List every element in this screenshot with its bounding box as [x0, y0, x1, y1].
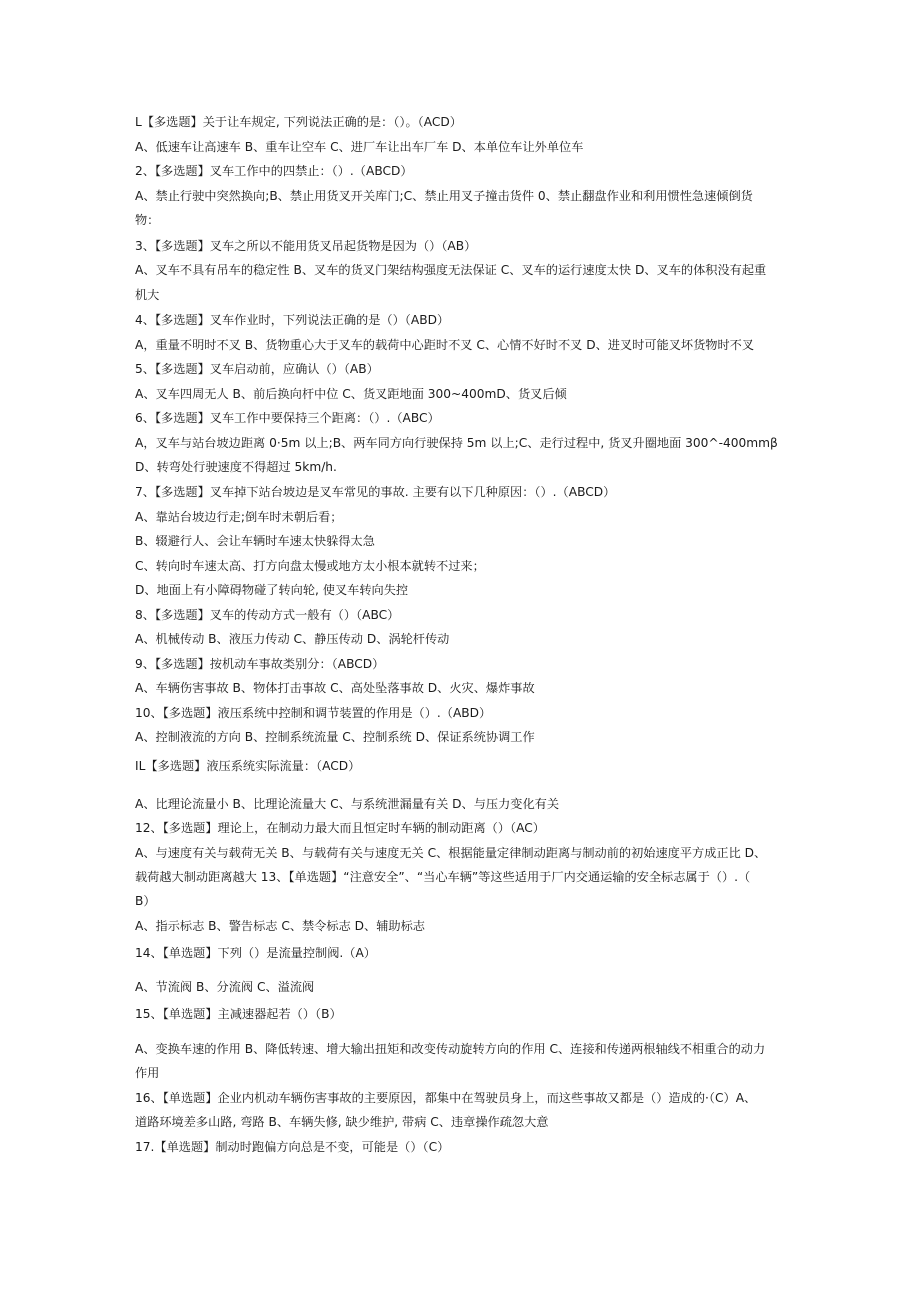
options-6-cont: D、转弯处行驶速度不得超过 5km∕h.	[135, 460, 337, 474]
options-12: A、与速度有关与载荷无关 B、与载荷有关与速度无关 C、根据能量定律制动距离与制动前的初始速度平方成正比 D、	[135, 846, 767, 860]
question-14: 14、【单选题】下列（）是流量控制阀.（A）	[135, 946, 376, 960]
options-7-c: C、转向时车速太高、打方向盘太慢或地方太小根本就转不过来；	[135, 559, 485, 573]
question-15: 15、【单选题】主减速器起若（）（B）	[135, 1007, 342, 1021]
question-2: 2、【多选题】叉车工作中的四禁止：（）.（ABCD）	[135, 164, 413, 178]
question-9: 9、【多选题】按机动车事故类别分：（ABCD）	[135, 657, 385, 671]
options-9: A、车辆伤害事故 B、物体打击事故 C、高处坠落事故 D、火灾、爆炸事故	[135, 681, 535, 695]
question-3: 3、【多选题】叉车之所以不能用货叉吊起货物是因为（）（AB）	[135, 239, 477, 253]
options-5: A、叉车四周无人 B、前后换向杆中位 C、货叉距地面 300~400mD、货叉后倾	[135, 387, 567, 401]
options-2: A、禁止行驶中突然换向;B、禁止用货叉开关库门;C、禁止用叉子撞击货件 0、禁止翻盘作业和利用惯性急速倾倒货	[135, 189, 753, 203]
question-5: 5、【多选题】叉车启动前，应确认（）（AB）	[135, 362, 379, 376]
question-8: 8、【多选题】叉车的传动方式一般有（）（ABC）	[135, 608, 400, 622]
question-4: 4、【多选题】叉车作业时，下列说法正确的是（）（ABD）	[135, 313, 450, 327]
options-7-d: D、地面上有小障碍物碰了转向轮, 使叉车转向失控	[135, 583, 409, 597]
options-10: A、控制液流的方向 B、控制系统流量 C、控制系统 D、保证系统协调工作	[135, 730, 535, 744]
options-13: A、指示标志 B、警告标志 C、禁令标志 D、辅助标志	[135, 919, 425, 933]
question-7: 7、【多选题】叉车掉下站台坡边是叉车常见的事故. 主要有以下几种原因：（）.（ABCD）	[135, 485, 616, 499]
options-2-cont: 物：	[135, 213, 160, 227]
options-8: A、机械传动 B、液压力传动 C、静压传动 D、涡轮杆传动	[135, 632, 450, 646]
options-15: A、变换车速的作用 B、降低转速、增大输出扭矩和改变传动旋转方向的作用 C、连接和传递两根轴线不相重合的动力	[135, 1042, 766, 1056]
question-6: 6、【多选题】叉车工作中要保持三个距离：（）.（ABC）	[135, 411, 440, 425]
answer-13: B）	[135, 894, 156, 908]
options-6: A，叉车与站台坡边距离 0·5m 以上;B、两车同方向行驶保持 5m 以上;C、走行过程中, 货叉升圈地面 300^-400mmβ	[135, 436, 778, 450]
options-7-a: A、靠站台坡边行走;倒车时未朝后看；	[135, 510, 343, 524]
options-7-b: B、辍避行人、会让车辆时车速太快躲得太急	[135, 534, 375, 548]
options-15-cont: 作用	[135, 1066, 160, 1080]
options-1: A、低速车让高速车 B、重车让空车 C、进厂车让出车厂车 D、本单位车让外单位车	[135, 140, 584, 154]
question-1: L【多选题】关于让车规定, 下列说法正确的是：（）。（ACD）	[135, 115, 462, 129]
options-16: 道路环境差多山路, 弯路 B、车辆失修, 缺少维护, 带病 C、违章操作疏忽大意	[135, 1115, 549, 1129]
options-3-cont: 机大	[135, 288, 160, 302]
question-11: IL【多选题】液压系统实际流量：（ACD）	[135, 759, 361, 773]
options-3: A、叉车不具有吊车的稳定性 B、叉车的货叉门架结构强度无法保证 C、叉车的运行速度太快 D、叉车的体积没有起重	[135, 263, 767, 277]
question-12: 12、【多选题】理论上，在制动力最大而且恒定时车辆的制动距离（）（AC）	[135, 821, 545, 835]
question-17: 17.【单选题】制动时跑偏方向总是不变，可能是（）（C）	[135, 1140, 450, 1154]
options-14: A、节流阀 B、分流阀 C、溢流阀	[135, 980, 315, 994]
question-10: 10、【多选题】液压系统中控制和调节装置的作用是（）.（ABD）	[135, 706, 492, 720]
options-12-question-13: 载荷越大制动距离越大 13、【单选题】“注意安全”、“当心车辆”等这些适用于厂内交通运输的安全标志属于（）.（	[135, 870, 751, 884]
question-16: 16、【单选题】企业内机动车辆伤害事故的主要原因，都集中在驾驶员身上，而这些事故又都是（）造成的·（C）A、	[135, 1091, 757, 1105]
options-11: A、比理论流量小 B、比理论流量大 C、与系统泄漏量有关 D、与压力变化有关	[135, 797, 560, 811]
options-4: A，重量不明时不叉 B、货物重心大于叉车的载荷中心距时不叉 C、心情不好时不叉 D、进叉时可能叉坏货物时不叉	[135, 338, 755, 352]
